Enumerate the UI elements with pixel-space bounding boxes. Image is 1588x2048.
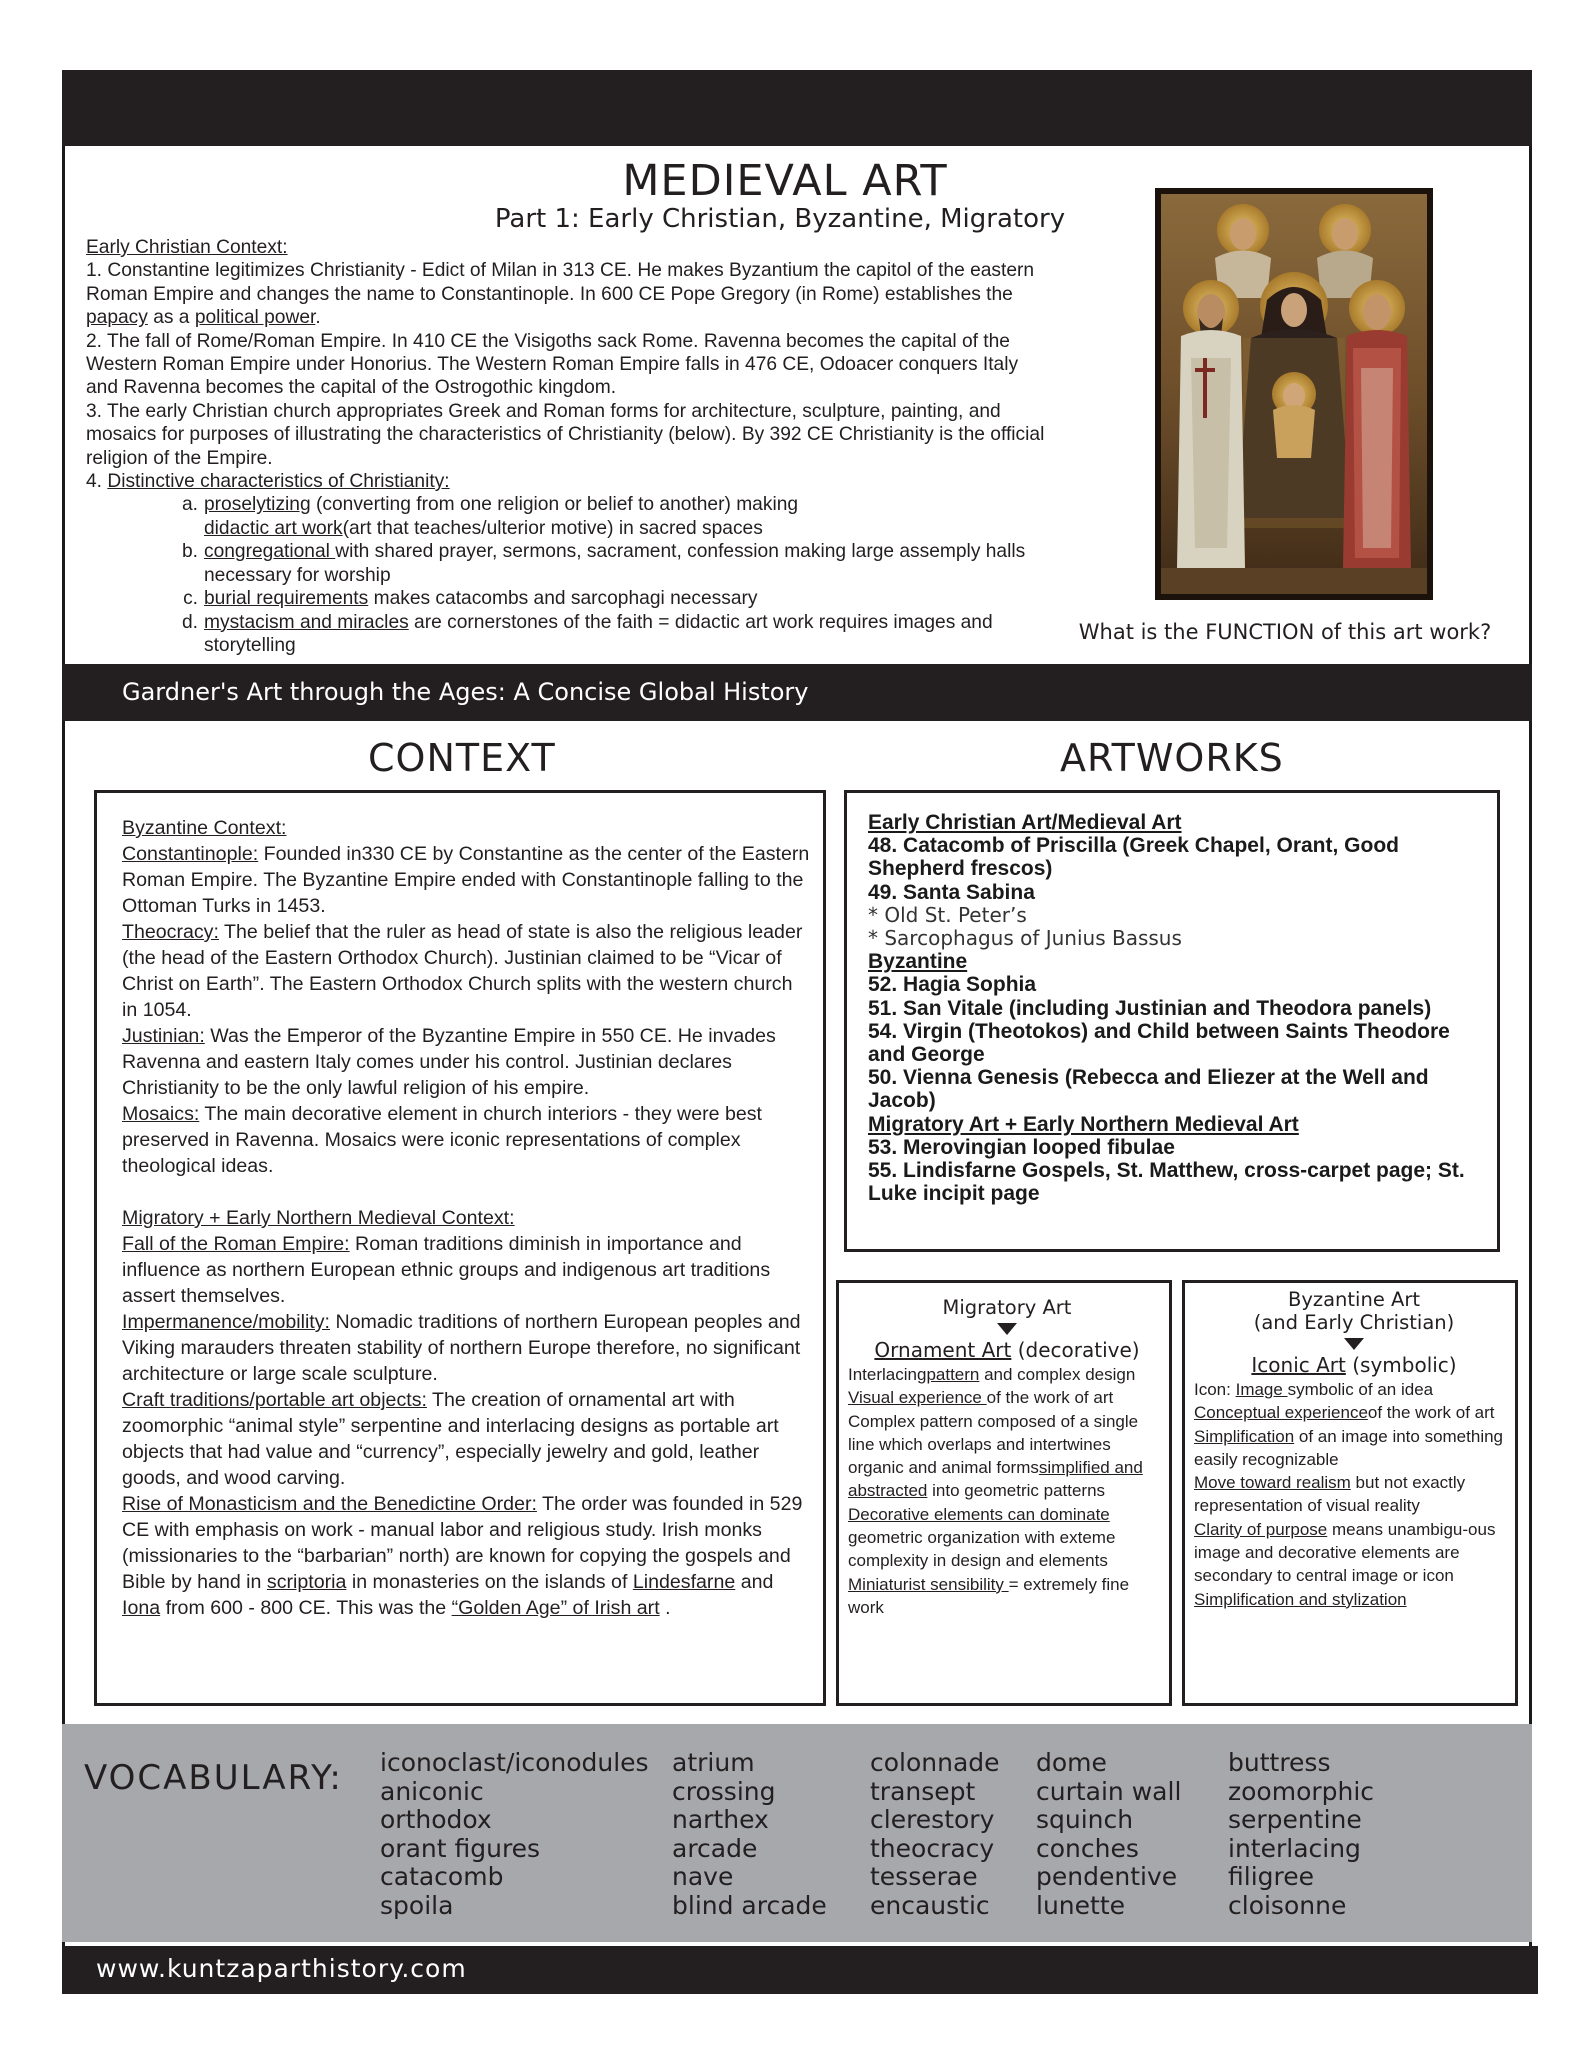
vocab-term: blind arcade [672, 1890, 827, 1920]
migratory-line-4 [848, 1503, 1166, 1573]
vocab-term: atrium [672, 1748, 755, 1777]
justinian-entry [122, 1023, 812, 1101]
migratory-line-4-rest: geometric organization with exteme complexity in design and elements [848, 1528, 1116, 1571]
decorative-elements-term: Decorative elements can dominate [848, 1504, 1110, 1524]
vocab-term: arcade [672, 1833, 758, 1863]
artwork-53: 53. Merovingian looped fibulae [868, 1135, 1175, 1159]
byzantine-art-title: Byzantine Art [1287, 1288, 1421, 1311]
byzantine-line-2-rest: of the work of art [1367, 1403, 1495, 1423]
impermanence-entry [122, 1309, 812, 1387]
characteristic-a-text: (converting from one religion or belief to another) making [310, 494, 799, 516]
byzantine-line-5-rest: means unambigu-ous image and decorative elements are secondary to central image or icon [1194, 1519, 1496, 1586]
political-power-term: political power [194, 307, 316, 329]
vocab-term: theocracy [870, 1833, 995, 1863]
vocab-term: orthodox [380, 1805, 492, 1834]
spacer [122, 1179, 812, 1205]
vocab-term: lunette [1036, 1890, 1126, 1920]
vocab-term: cloisonne [1228, 1890, 1347, 1920]
vocab-term: aniconic [380, 1776, 484, 1806]
migratory-line-3-rest: into geometric patterns [927, 1481, 1106, 1501]
simplified-abstracted-term: simplified and abstracted [848, 1458, 1143, 1501]
characteristic-d [86, 611, 1046, 658]
footer-bar [62, 1946, 1538, 1994]
artworks-list [868, 811, 1488, 1205]
miniaturist-term: Miniaturist sensibility [848, 1574, 1009, 1594]
migratory-context-heading: Migratory + Early Northern Medieval Context: [122, 1207, 515, 1229]
burial-term: burial requirements [204, 588, 369, 610]
migratory-line-5-rest: = extremely fine work [848, 1574, 1130, 1617]
migratory-line-5 [848, 1573, 1166, 1620]
characteristics-list [86, 493, 1046, 657]
constantinople-term: Constantinople: [122, 843, 259, 865]
vocab-column-4 [1036, 1749, 1181, 1920]
theocracy-entry [122, 919, 812, 1023]
byzantine-context-heading: Byzantine Context: [122, 817, 287, 839]
byzantine-line-1 [1194, 1378, 1514, 1401]
intro-point-4 [86, 470, 1046, 493]
context-text [122, 815, 812, 1621]
artworks-header: ARTWORKS [1060, 736, 1284, 780]
papacy-term: papacy [86, 307, 148, 329]
byzantine-line-3 [1194, 1425, 1514, 1472]
justinian-text: Was the Emperor of the Byzantine Empire in 550 CE. He invades Ravenna and eastern Italy comes under his control. Justinian declares Christianity to be the only lawful religion of his empire. [122, 1025, 776, 1099]
mosaics-text: The main decorative element in church interiors - they were best preserved in Ravenna. Mosaics were iconic representations of complex theological ideas. [122, 1103, 762, 1177]
byzantine-art-subtitle: (and Early Christian) [1253, 1311, 1455, 1334]
vocab-term: curtain wall [1036, 1776, 1182, 1806]
byzantine-line-2 [1194, 1401, 1514, 1424]
intro-point-1-join: as a [147, 307, 195, 329]
vocabulary-label: VOCABULARY: [84, 1758, 343, 1798]
fall-entry [122, 1231, 812, 1309]
vocab-term: transept [870, 1776, 976, 1806]
fall-text: Roman traditions diminish in importance and influence as northern European ethnic groups and indigenous art traditions assert themselves. [122, 1233, 771, 1307]
migratory-art-title: Migratory Art [942, 1296, 1072, 1319]
intro-point-1 [86, 259, 1046, 329]
monasticism-text-2: in monasteries on the islands of [346, 1571, 633, 1593]
textbook-banner [62, 664, 1532, 721]
artwork-49: 49. Santa Sabina [868, 880, 1035, 904]
characteristic-a [86, 493, 1046, 540]
proselytizing-term: proselytizing [204, 494, 311, 516]
byzantine-line-4-rest: but not exactly representation of visual reality [1194, 1473, 1466, 1516]
vocab-term: narthex [672, 1805, 769, 1834]
characteristic-c-text: makes catacombs and sarcophagi necessary [368, 588, 758, 610]
didactic-term: didactic art work [204, 517, 343, 539]
early-christian-heading: Early Christian Context: [86, 237, 288, 258]
conceptual-experience-term: Conceptual experience [1194, 1403, 1368, 1423]
byzantine-line-4 [1194, 1471, 1514, 1518]
down-arrow-icon [997, 1323, 1017, 1335]
migratory-art-column [848, 1296, 1166, 1619]
simplification-term: Simplification [1194, 1426, 1295, 1446]
vocab-term: interlacing [1228, 1833, 1361, 1863]
vocab-term: catacomb [380, 1862, 504, 1891]
byzantine-line-1-rest: symbolic of an idea [1287, 1380, 1434, 1399]
vocab-term: pendentive [1036, 1862, 1178, 1891]
vocab-column-1 [380, 1749, 649, 1920]
craft-text: The creation of ornamental art with zoomorphic “animal style” serpentine and interlacing designs as portable art objects that had value and “currency”, especially jewelry and gold, leather goods, and wood carving. [122, 1389, 779, 1489]
craft-entry [122, 1387, 812, 1491]
vocab-column-2 [672, 1749, 827, 1920]
monasticism-text: The order was founded in 529 CE with emphasis on work - manual labor and religious study. Irish monks (missionaries to the “barbarian” north) are known for copying the gospels and Bible by hand in [122, 1493, 803, 1593]
context-header: CONTEXT [368, 736, 556, 780]
artwork-48: 48. Catacomb of Priscilla (Greek Chapel, Orant, Good Shepherd frescos) [868, 834, 1399, 881]
monasticism-term: Rise of Monasticism and the Benedictine Order: [122, 1493, 537, 1515]
artwork-52: 52. Hagia Sophia [868, 973, 1037, 997]
interlacing-text: Interlacing [848, 1365, 927, 1384]
ornament-art-line [848, 1337, 1166, 1363]
characteristic-d-text: are cornerstones of the faith = didactic art work requires images and storytelling [204, 611, 993, 656]
early-christian-art-heading: Early Christian Art/Medieval Art [868, 811, 1182, 834]
migratory-line-3-text: Complex pattern composed of a single line which overlaps and intertwines organic and animal forms [848, 1411, 1139, 1478]
vocab-term: nave [672, 1862, 734, 1891]
byzantine-line-3-rest: of an image into something easily recognizable [1194, 1426, 1504, 1469]
intro-point-4-number: 4. [86, 471, 108, 493]
mosaics-entry [122, 1101, 812, 1179]
migratory-line-1-rest: and complex design [979, 1365, 1136, 1384]
iconic-art-line [1194, 1352, 1514, 1378]
vocab-term: iconoclast/iconodules [380, 1748, 649, 1777]
vocab-term: zoomorphic [1228, 1776, 1375, 1806]
vocab-term: conches [1036, 1833, 1139, 1863]
byzantine-art-heading: Byzantine [868, 950, 968, 974]
ornament-art-note: (decorative) [1011, 1338, 1140, 1362]
realism-term: Move toward realism [1194, 1473, 1351, 1493]
artwork-55: 55. Lindisfarne Gospels, St. Matthew, cross-carpet page; St. Luke incipit page [868, 1159, 1465, 1206]
list-key: d. [181, 611, 198, 633]
down-arrow-icon [1344, 1338, 1364, 1350]
page-title: MEDIEVAL ART [622, 156, 948, 206]
theocracy-text: The belief that the ruler as head of state is also the religious leader (the head of the Eastern Orthodox Church). Justinian claimed to be “Vicar of Christ on Earth”. The Eastern Orthodox Church splits with the western church in 1054. [122, 921, 803, 1021]
migratory-art-heading: Migratory Art + Early Northern Medieval Art [868, 1112, 1299, 1136]
byzantine-line-5 [1194, 1518, 1514, 1588]
vocab-term: filigree [1228, 1862, 1314, 1891]
artwork-51: 51. San Vitale (including Justinian and Theodora panels) [868, 996, 1432, 1020]
characteristic-c [86, 587, 1046, 610]
theocracy-term: Theocracy: [122, 921, 219, 943]
craft-term: Craft traditions/portable art objects: [122, 1389, 427, 1411]
mosaics-term: Mosaics: [122, 1103, 200, 1125]
migratory-line-1 [848, 1363, 1166, 1386]
clarity-term: Clarity of purpose [1194, 1519, 1328, 1539]
characteristic-a-text-2: (art that teaches/ulterior motive) in sacred spaces [342, 517, 763, 539]
impermanence-term: Impermanence/mobility: [122, 1311, 330, 1333]
byzantine-line-6 [1194, 1588, 1514, 1611]
vocab-term: dome [1036, 1748, 1107, 1777]
monasticism-entry [122, 1491, 812, 1621]
monasticism-end: . [659, 1597, 671, 1619]
constantinople-entry [122, 841, 812, 919]
vocab-term: tesserae [870, 1862, 978, 1891]
characteristic-b-text: with shared prayer, sermons, sacrament, confession making large assemply halls necessary for worship [204, 541, 1026, 586]
intro-point-1-end: . [315, 307, 321, 329]
vocab-term: clerestory [870, 1805, 995, 1834]
migratory-line-3 [848, 1410, 1166, 1503]
intro-point-1-text: 1. Constantine legitimizes Christianity - Edict of Milan in 313 CE. He makes Byzantium the capitol of the eastern Roman Empire and changes the name to Constantinople. In 600 CE Pope Gregory (in Rome) establishes the [86, 260, 1035, 305]
image-caption: What is the FUNCTION of this art work? [1078, 620, 1492, 644]
pattern-term: pattern [926, 1365, 980, 1384]
migratory-line-2 [848, 1386, 1166, 1409]
justinian-term: Justinian: [122, 1025, 205, 1047]
textbook-title: Gardner's Art through the Ages: A Concise Global History [122, 678, 809, 706]
characteristic-b [86, 540, 1046, 587]
impermanence-text: Nomadic traditions of northern European peoples and Viking marauders threaten stability of northern Europe therefore, no significant architecture or large scale sculpture. [122, 1311, 801, 1385]
intro-point-3: 3. The early Christian church appropriates Greek and Roman forms for architecture, sculpture, painting, and mosaics for purposes of illustrating the characteristics of Christianity (below). By 392 CE Christianity is the official religion of the Empire. [86, 400, 1045, 469]
top-banner [62, 70, 1532, 146]
vocab-term: crossing [672, 1776, 776, 1806]
monasticism-text-3: from 600 - 800 CE. This was the [160, 1597, 452, 1619]
list-key: b. [181, 541, 198, 563]
byzantine-art-column [1194, 1288, 1514, 1611]
iconic-art-term: Iconic Art [1251, 1353, 1346, 1377]
lindesfarne-term: Lindesfarne [632, 1571, 736, 1593]
scriptoria-term: scriptoria [266, 1571, 347, 1593]
ornament-art-term: Ornament Art [874, 1338, 1012, 1362]
and-text: and [735, 1571, 774, 1593]
fall-term: Fall of the Roman Empire: [122, 1233, 350, 1255]
stylization-term: Simplification and stylization [1194, 1589, 1407, 1609]
artwork-50: 50. Vienna Genesis (Rebecca and Eliezer at the Well and Jacob) [868, 1066, 1429, 1113]
vocab-term: orant figures [380, 1833, 541, 1863]
list-key: a. [181, 494, 198, 516]
footer-url[interactable]: www.kuntzaparthistory.com [96, 1954, 467, 1983]
intro-point-2: 2. The fall of Rome/Roman Empire. In 410 CE the Visigoths sack Rome. Ravenna becomes the capital of the Western Roman Empire under Honorius. The Western Roman Empire falls in 476 CE, Odoacer conquers Italy and Ravenna becomes the capital of the Ostrogothic kingdom. [86, 330, 1019, 399]
virgin-and-child-icon-image [1155, 188, 1433, 600]
congregational-term: congregational [204, 541, 336, 563]
artwork-54: 54. Virgin (Theotokos) and Child between Saints Theodore and George [868, 1019, 1450, 1067]
vocab-column-3 [870, 1749, 1000, 1920]
vocab-term: squinch [1036, 1805, 1134, 1834]
vocab-term: spoila [380, 1890, 454, 1920]
artwork-sarcophagus: * Sarcophagus of Junius Bassus [868, 926, 1182, 951]
early-christian-context [86, 236, 1046, 657]
page-subtitle: Part 1: Early Christian, Byzantine, Migratory [494, 204, 1066, 234]
visual-experience-term: Visual experience [848, 1388, 987, 1408]
iona-term: Iona [122, 1597, 161, 1619]
golden-age-term: “Golden Age” of Irish art [451, 1597, 660, 1619]
vocab-term: encaustic [870, 1890, 990, 1920]
migratory-line-2-rest: of the work of art [986, 1388, 1114, 1408]
iconic-art-note: (symbolic) [1345, 1353, 1457, 1377]
artwork-old-st-peters: * Old St. Peter’s [868, 902, 1027, 927]
vocab-term: buttress [1228, 1748, 1331, 1777]
vocab-term: colonnade [870, 1748, 1000, 1777]
characteristics-heading: Distinctive characteristics of Christianity: [107, 471, 450, 493]
constantinople-text: Founded in330 CE by Constantine as the center of the Eastern Roman Empire. The Byzantine Empire ended with Constantinople falling to the Ottoman Turks in 1453. [122, 843, 810, 917]
list-key: c. [183, 588, 198, 610]
vocab-column-5 [1228, 1749, 1374, 1920]
vocab-term: serpentine [1228, 1805, 1362, 1834]
image-term: Image [1235, 1380, 1288, 1399]
icon-label: Icon: [1194, 1380, 1236, 1399]
mysticism-term: mystacism and miracles [204, 611, 409, 633]
